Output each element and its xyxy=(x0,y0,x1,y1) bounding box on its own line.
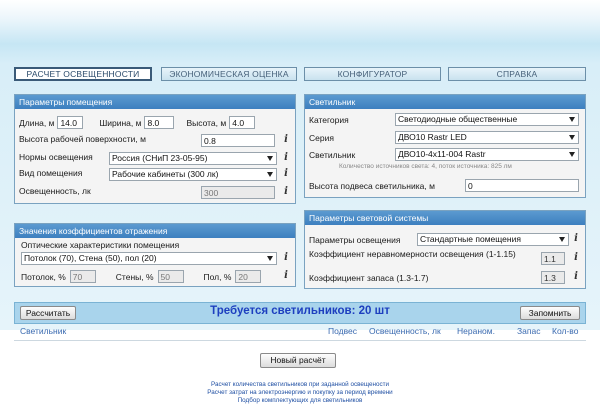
norms-value: Россия (СНиП 23-05-95) xyxy=(112,153,208,163)
lamp-model-value: ДВО10-4х11-004 Rastr xyxy=(398,149,486,159)
lamp-source-hint: Количество источников света: 4, поток источника: 825 лм xyxy=(339,163,512,170)
tab-economic-estimate[interactable]: ЭКОНОМИЧЕСКАЯ ОЦЕНКА xyxy=(161,67,297,81)
col-reserve: Запас xyxy=(517,326,541,336)
footer-link-costs[interactable]: Расчет затрат на электроэнергию и покупку за период времени xyxy=(207,389,393,396)
calculate-button[interactable]: Рассчитать xyxy=(20,306,76,320)
info-icon[interactable]: i xyxy=(284,168,288,179)
floor-label: Пол, % xyxy=(203,271,232,282)
col-illum: Освещенность, лк xyxy=(369,326,441,336)
optics-value: Потолок (70), Стена (50), пол (20) xyxy=(24,253,157,263)
optics-select[interactable] xyxy=(21,252,277,265)
illum-input xyxy=(201,186,275,199)
series-value: ДВО10 Rastr LED xyxy=(398,132,467,142)
nonuniform-input[interactable] xyxy=(541,252,565,265)
col-nonuniform: Нераном. xyxy=(457,326,495,336)
category-label: Категория xyxy=(309,115,349,125)
new-calc-button[interactable]: Новый расчёт xyxy=(260,353,336,368)
series-select[interactable] xyxy=(395,131,579,144)
ceiling-input xyxy=(70,270,96,283)
remember-button[interactable]: Запомнить xyxy=(520,306,580,320)
light-system-panel xyxy=(304,210,586,289)
lighting-params-select[interactable] xyxy=(417,233,569,246)
lamp-panel xyxy=(304,94,586,198)
walls-label: Стены, % xyxy=(115,271,154,282)
col-qty: Кол-во xyxy=(552,326,579,336)
height-label: Высота, м xyxy=(186,117,227,128)
room-type-select[interactable] xyxy=(109,168,277,181)
hang-height-label: Высота подвеса светильника, м xyxy=(309,181,435,191)
info-icon[interactable]: i xyxy=(574,252,578,263)
info-icon[interactable]: i xyxy=(574,233,578,244)
nonuniform-label: Коэффициент неравномерности освещения (1-1.15) xyxy=(309,249,516,259)
chevron-down-icon xyxy=(569,135,575,140)
tab-help[interactable]: СПРАВКА xyxy=(448,67,586,81)
col-mount: Подвес xyxy=(328,326,358,336)
lamp-model-label: Светильник xyxy=(309,150,356,160)
chevron-down-icon xyxy=(559,237,565,242)
divider xyxy=(14,340,586,341)
ceiling-label: Потолок, % xyxy=(21,271,66,282)
walls-input xyxy=(158,270,184,283)
illum-label: Освещенность, лк xyxy=(19,186,91,196)
lamp-title: Светильник xyxy=(305,95,585,109)
tab-bar xyxy=(14,67,586,81)
chevron-down-icon xyxy=(267,156,273,161)
chevron-down-icon xyxy=(569,117,575,122)
light-system-title: Параметры световой системы xyxy=(305,211,585,225)
reflectance-panel xyxy=(14,223,296,287)
series-label: Серия xyxy=(309,133,334,143)
category-value: Светодиодные общественные xyxy=(398,114,518,124)
tab-configurator[interactable]: КОНФИГУРАТОР xyxy=(304,67,441,81)
info-icon[interactable]: i xyxy=(284,134,288,145)
length-label: Длина, м xyxy=(19,117,55,128)
length-input[interactable] xyxy=(57,116,83,129)
room-params-panel xyxy=(14,94,296,204)
work-height-input[interactable] xyxy=(201,134,275,147)
optics-label: Оптические характеристики помещения xyxy=(21,240,180,250)
lamp-model-select[interactable] xyxy=(395,148,579,161)
height-input[interactable] xyxy=(229,116,255,129)
room-type-label: Вид помещения xyxy=(19,168,83,178)
reserve-input[interactable] xyxy=(541,271,565,284)
info-icon[interactable]: i xyxy=(284,252,288,263)
footer-link-calc[interactable]: Расчет количества светильников при заданной освещености xyxy=(210,381,390,388)
info-icon[interactable]: i xyxy=(284,270,288,281)
norms-label: Нормы освещения xyxy=(19,152,93,162)
width-label: Ширина, м xyxy=(99,117,142,128)
width-input[interactable] xyxy=(144,116,174,129)
result-text: Требуется светильников: 20 шт xyxy=(210,305,390,317)
hang-height-input[interactable] xyxy=(465,179,579,192)
lighting-params-label: Параметры освещения xyxy=(309,235,401,245)
lighting-params-value: Стандартные помещения xyxy=(420,234,521,244)
info-icon[interactable]: i xyxy=(574,271,578,282)
col-lamp: Светильник xyxy=(20,326,67,336)
tab-lighting-calc[interactable]: РАСЧЕТ ОСВЕЩЕННОСТИ xyxy=(14,67,152,81)
category-select[interactable] xyxy=(395,113,579,126)
reserve-label: Коэффициент запаса (1.3-1.7) xyxy=(309,273,429,283)
footer-link-parts[interactable]: Подбор комплектующих для светильников xyxy=(237,397,363,404)
info-icon[interactable]: i xyxy=(284,152,288,163)
norms-select[interactable] xyxy=(109,152,277,165)
room-params-title: Параметры помещения xyxy=(15,95,295,109)
info-icon[interactable]: i xyxy=(284,186,288,197)
work-height-label: Высота рабочей поверхности, м xyxy=(19,134,146,144)
floor-input xyxy=(235,270,261,283)
chevron-down-icon xyxy=(267,172,273,177)
reflectance-title: Значения коэффициентов отражения xyxy=(15,224,295,238)
chevron-down-icon xyxy=(267,256,273,261)
room-type-value: Рабочие кабинеты (300 лк) xyxy=(112,169,219,179)
chevron-down-icon xyxy=(569,152,575,157)
